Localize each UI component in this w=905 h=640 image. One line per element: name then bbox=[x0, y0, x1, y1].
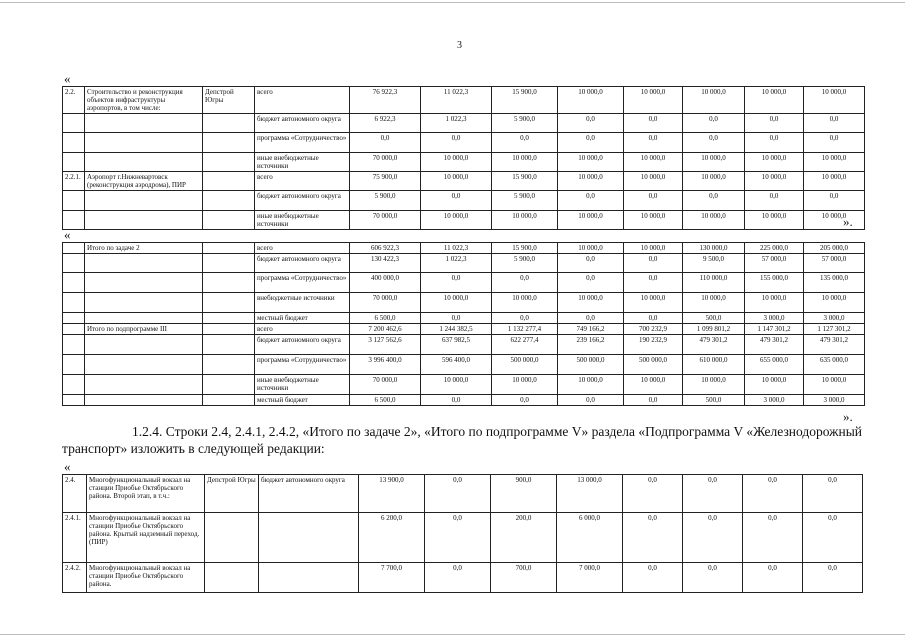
table-cell: 70 000,0 bbox=[350, 153, 421, 172]
table-cell: 10 000,0 bbox=[421, 172, 492, 191]
table-row bbox=[63, 293, 865, 313]
table-cell: 400 000,0 bbox=[350, 273, 421, 293]
table-cell bbox=[63, 273, 85, 293]
table-cell bbox=[63, 114, 85, 133]
table-cell bbox=[63, 335, 85, 355]
table-cell: всего bbox=[255, 172, 350, 191]
table-cell: 0,0 bbox=[492, 273, 558, 293]
table-cell: бюджет автономного округа bbox=[255, 335, 350, 355]
table-cell: 200,0 bbox=[491, 513, 557, 563]
table-cell bbox=[85, 153, 203, 172]
table-cell bbox=[203, 114, 255, 133]
table-cell bbox=[259, 563, 359, 593]
table-cell: 155 000,0 bbox=[745, 273, 804, 293]
table-row bbox=[63, 172, 865, 191]
table-cell: 0,0 bbox=[558, 254, 624, 273]
table-cell: 130 000,0 bbox=[683, 243, 745, 254]
table-cell bbox=[203, 243, 255, 254]
table-cell bbox=[85, 114, 203, 133]
table-row bbox=[63, 313, 865, 324]
table-cell: 70 000,0 bbox=[350, 211, 421, 230]
table-cell: 10 000,0 bbox=[558, 293, 624, 313]
table-cell: 0,0 bbox=[624, 114, 683, 133]
table-cell: 190 232,9 bbox=[624, 335, 683, 355]
table-cell: местный бюджет bbox=[255, 395, 350, 406]
table-totals bbox=[62, 242, 865, 406]
table-cell bbox=[85, 211, 203, 230]
table-cell: 0,0 bbox=[623, 475, 683, 513]
table-cell: Аэропорт г.Нижневартовск (реконструкция аэродрома), ПИР bbox=[85, 172, 203, 191]
table-cell: 0,0 bbox=[425, 563, 491, 593]
table-cell: программа «Сотрудничество» bbox=[255, 355, 350, 375]
table-cell: 0,0 bbox=[624, 191, 683, 211]
table-cell: 0,0 bbox=[425, 475, 491, 513]
table-cell: 0,0 bbox=[683, 114, 745, 133]
table-cell: 10 000,0 bbox=[421, 375, 492, 395]
table-cell bbox=[203, 133, 255, 153]
table-cell: 2.4.1. bbox=[63, 513, 87, 563]
table-cell: 10 000,0 bbox=[683, 153, 745, 172]
table-cell: 5 900,0 bbox=[350, 191, 421, 211]
table-cell: 10 000,0 bbox=[624, 87, 683, 114]
table-cell bbox=[85, 254, 203, 273]
table-cell: 10 000,0 bbox=[558, 153, 624, 172]
table-cell: 10 000,0 bbox=[624, 211, 683, 230]
table-cell: 0,0 bbox=[683, 133, 745, 153]
table-cell: 205 000,0 bbox=[804, 243, 865, 254]
table-cell: 10 000,0 bbox=[624, 293, 683, 313]
table-cell: 0,0 bbox=[350, 133, 421, 153]
table-cell: 10 000,0 bbox=[745, 211, 804, 230]
table-row bbox=[63, 211, 865, 230]
table-cell: бюджет автономного округа bbox=[255, 114, 350, 133]
table-cell bbox=[85, 355, 203, 375]
table-cell: 76 922,3 bbox=[350, 87, 421, 114]
table-cell: 0,0 bbox=[683, 513, 743, 563]
table-cell: 10 000,0 bbox=[804, 293, 865, 313]
table-row bbox=[63, 87, 865, 114]
table-cell: 10 000,0 bbox=[558, 375, 624, 395]
table-cell: 0,0 bbox=[803, 475, 863, 513]
table-cell: 6 500,0 bbox=[350, 395, 421, 406]
table-cell: 0,0 bbox=[745, 191, 804, 211]
table-cell: 500,0 bbox=[683, 395, 745, 406]
table-cell: всего bbox=[255, 324, 350, 335]
table-cell bbox=[203, 153, 255, 172]
table-cell: 0,0 bbox=[624, 313, 683, 324]
table-cell: 0,0 bbox=[683, 563, 743, 593]
table-cell bbox=[203, 313, 255, 324]
table-cell: Итого по подпрограмме III bbox=[85, 324, 203, 335]
table-cell: бюджет автономного округа bbox=[259, 475, 359, 513]
table-cell: 11 022,3 bbox=[421, 243, 492, 254]
table-cell: 0,0 bbox=[804, 191, 865, 211]
table-cell: 110 000,0 bbox=[683, 273, 745, 293]
table-cell bbox=[85, 313, 203, 324]
table-cell: 10 000,0 bbox=[492, 293, 558, 313]
table-cell: 900,0 bbox=[491, 475, 557, 513]
open-quote-2: « bbox=[64, 227, 71, 242]
table-cell: бюджет автономного округа bbox=[255, 191, 350, 211]
table-cell: 0,0 bbox=[558, 395, 624, 406]
table-cell: 0,0 bbox=[558, 273, 624, 293]
table-cell: 70 000,0 bbox=[350, 293, 421, 313]
table-cell: 0,0 bbox=[624, 254, 683, 273]
table-row bbox=[63, 335, 865, 355]
table-cell bbox=[203, 395, 255, 406]
table-cell: иные внебюджетные источники bbox=[255, 375, 350, 395]
table-cell: 0,0 bbox=[745, 114, 804, 133]
table-cell bbox=[203, 335, 255, 355]
table-cell: 0,0 bbox=[558, 191, 624, 211]
table-cell: 0,0 bbox=[492, 133, 558, 153]
table-cell: 1 127 301,2 bbox=[804, 324, 865, 335]
bottom-scan-edge bbox=[0, 634, 905, 635]
table-cell: 10 000,0 bbox=[683, 293, 745, 313]
table-cell bbox=[63, 243, 85, 254]
table-cell: 2.2.1. bbox=[63, 172, 85, 191]
table-cell bbox=[85, 335, 203, 355]
table-cell bbox=[63, 313, 85, 324]
table-row bbox=[63, 191, 865, 211]
table-cell: 0,0 bbox=[623, 513, 683, 563]
table-cell bbox=[85, 293, 203, 313]
table-cell: 0,0 bbox=[804, 133, 865, 153]
table-cell: 75 900,0 bbox=[350, 172, 421, 191]
table-row bbox=[63, 355, 865, 375]
table-cell: 10 000,0 bbox=[804, 375, 865, 395]
table-cell: 0,0 bbox=[421, 395, 492, 406]
table-cell: программа «Сотрудничество» bbox=[255, 133, 350, 153]
table-cell bbox=[63, 355, 85, 375]
table-cell bbox=[63, 395, 85, 406]
table-cell: Итого по задаче 2 bbox=[85, 243, 203, 254]
table-cell: 0,0 bbox=[743, 513, 803, 563]
table-cell: 15 900,0 bbox=[492, 172, 558, 191]
table-cell: 10 000,0 bbox=[745, 375, 804, 395]
table-cell: 0,0 bbox=[624, 133, 683, 153]
table-cell: 10 000,0 bbox=[683, 172, 745, 191]
table-cell bbox=[205, 563, 259, 593]
table-cell bbox=[259, 513, 359, 563]
table-cell: 57 000,0 bbox=[745, 254, 804, 273]
table-cell: 10 000,0 bbox=[421, 211, 492, 230]
table-cell: Многофункциональный вокзал на станции Приобье Октябрьского района. Второй этап, в т.ч.: bbox=[87, 475, 205, 513]
table-cell: 655 000,0 bbox=[745, 355, 804, 375]
table-cell: 57 000,0 bbox=[804, 254, 865, 273]
table-cell: 637 982,5 bbox=[421, 335, 492, 355]
table-row bbox=[63, 395, 865, 406]
page-number: 3 bbox=[457, 40, 462, 51]
table-cell: 0,0 bbox=[624, 395, 683, 406]
table-cell: 6 500,0 bbox=[350, 313, 421, 324]
table-cell: 500 000,0 bbox=[624, 355, 683, 375]
table-cell: внебюджетные источники bbox=[255, 293, 350, 313]
table-cell: Многофункциональный вокзал на станции Приобье Октябрьского района. bbox=[87, 563, 205, 593]
table-cell bbox=[85, 375, 203, 395]
table-cell: 10 000,0 bbox=[745, 153, 804, 172]
table-row bbox=[63, 243, 865, 254]
table-row bbox=[63, 273, 865, 293]
table-row bbox=[63, 475, 863, 513]
table-cell: 1 244 382,5 bbox=[421, 324, 492, 335]
table-cell: 15 900,0 bbox=[492, 243, 558, 254]
table-cell: 6 200,0 bbox=[359, 513, 425, 563]
amendment-paragraph: 1.2.4. Строки 2.4, 2.4.1, 2.4.2, «Итого по задаче 2», «Итого по подпрограмме V» раздела «Подпрограмма V «Железнодорожный транспорт» изложить в следующей редакции: bbox=[62, 424, 862, 456]
table-cell: иные внебюджетные источники bbox=[255, 153, 350, 172]
table-airports bbox=[62, 86, 865, 230]
table-cell: 500,0 bbox=[683, 313, 745, 324]
table-cell: 0,0 bbox=[558, 313, 624, 324]
table-cell: 1 132 277,4 bbox=[492, 324, 558, 335]
table-cell: 10 000,0 bbox=[421, 153, 492, 172]
table-cell bbox=[205, 513, 259, 563]
table-cell: 0,0 bbox=[425, 513, 491, 563]
table-cell: 5 900,0 bbox=[492, 114, 558, 133]
table-cell bbox=[63, 254, 85, 273]
table-cell: 7 700,0 bbox=[359, 563, 425, 593]
table-cell: 135 000,0 bbox=[804, 273, 865, 293]
table-row bbox=[63, 153, 865, 172]
table-cell bbox=[203, 211, 255, 230]
table-cell: 1 022,3 bbox=[421, 114, 492, 133]
table-cell: 10 000,0 bbox=[492, 375, 558, 395]
table-cell: 0,0 bbox=[803, 513, 863, 563]
table-cell: 0,0 bbox=[421, 313, 492, 324]
table-cell: 6 000,0 bbox=[557, 513, 623, 563]
table-cell: 10 000,0 bbox=[558, 243, 624, 254]
table-cell bbox=[203, 273, 255, 293]
table-row bbox=[63, 133, 865, 153]
table-cell: 10 000,0 bbox=[624, 172, 683, 191]
table-cell bbox=[203, 293, 255, 313]
table-cell: 10 000,0 bbox=[683, 87, 745, 114]
table-cell: 11 022,3 bbox=[421, 87, 492, 114]
table-cell: 10 000,0 bbox=[624, 243, 683, 254]
table-cell: 15 900,0 bbox=[492, 87, 558, 114]
table-cell: 0,0 bbox=[421, 191, 492, 211]
table-cell: 13 900,0 bbox=[359, 475, 425, 513]
table-cell: Многофункциональный вокзал на станции Приобье Октябрьского района. Крытый надземный переход. (ПИР) bbox=[87, 513, 205, 563]
table-cell: 3 000,0 bbox=[804, 395, 865, 406]
table-cell: 10 000,0 bbox=[745, 172, 804, 191]
table-cell: 0,0 bbox=[683, 191, 745, 211]
table-cell: 479 301,2 bbox=[683, 335, 745, 355]
table-cell: иные внебюджетные источники bbox=[255, 211, 350, 230]
table-cell: 1 022,3 bbox=[421, 254, 492, 273]
table-cell: 10 000,0 bbox=[683, 211, 745, 230]
table-cell: 10 000,0 bbox=[745, 293, 804, 313]
table-cell: 2.2. bbox=[63, 87, 85, 114]
table-cell: 7 200 462,6 bbox=[350, 324, 421, 335]
open-quote-3: « bbox=[64, 459, 71, 474]
table-cell: 479 301,2 bbox=[745, 335, 804, 355]
table-cell bbox=[85, 191, 203, 211]
table-cell: 10 000,0 bbox=[492, 153, 558, 172]
table-cell: 9 500,0 bbox=[683, 254, 745, 273]
table-cell: 5 900,0 bbox=[492, 254, 558, 273]
table-cell: 0,0 bbox=[558, 133, 624, 153]
table-cell: 10 000,0 bbox=[558, 87, 624, 114]
table-row bbox=[63, 324, 865, 335]
table-cell: 2.4.2. bbox=[63, 563, 87, 593]
table-row bbox=[63, 375, 865, 395]
table-cell: Депстрой Югры bbox=[205, 475, 259, 513]
table-cell: 0,0 bbox=[624, 273, 683, 293]
table-cell bbox=[203, 324, 255, 335]
table-cell bbox=[85, 273, 203, 293]
table-cell: 10 000,0 bbox=[558, 211, 624, 230]
table-cell bbox=[63, 153, 85, 172]
table-cell: 3 000,0 bbox=[745, 313, 804, 324]
open-quote-1: « bbox=[64, 71, 71, 86]
table-cell: 1 099 801,2 bbox=[683, 324, 745, 335]
table-cell: 1 147 301,2 bbox=[745, 324, 804, 335]
table-cell: 0,0 bbox=[743, 563, 803, 593]
table-cell: 0,0 bbox=[804, 114, 865, 133]
table-cell: Строительство и реконструкция объектов инфраструктуры аэропортов, в том числе: bbox=[85, 87, 203, 114]
table-cell: 13 000,0 bbox=[557, 475, 623, 513]
table-cell: 0,0 bbox=[743, 475, 803, 513]
table-cell: 3 000,0 bbox=[804, 313, 865, 324]
table-cell: 130 422,3 bbox=[350, 254, 421, 273]
table-row bbox=[63, 563, 863, 593]
table-cell: 0,0 bbox=[492, 395, 558, 406]
table-cell: 239 166,2 bbox=[558, 335, 624, 355]
table-cell: 0,0 bbox=[421, 273, 492, 293]
table-cell bbox=[85, 133, 203, 153]
table-cell bbox=[203, 375, 255, 395]
table-cell: 749 166,2 bbox=[558, 324, 624, 335]
table-cell: 5 900,0 bbox=[492, 191, 558, 211]
table-cell: 10 000,0 bbox=[804, 211, 865, 230]
table-cell: 10 000,0 bbox=[558, 172, 624, 191]
table-cell: 700 232,9 bbox=[624, 324, 683, 335]
table-cell: 10 000,0 bbox=[804, 172, 865, 191]
table-cell: 10 000,0 bbox=[804, 153, 865, 172]
table-cell: 2.4. bbox=[63, 475, 87, 513]
table-cell: 0,0 bbox=[623, 563, 683, 593]
table-cell: 500 000,0 bbox=[558, 355, 624, 375]
table-cell: 3 127 562,6 bbox=[350, 335, 421, 355]
table-cell: 500 000,0 bbox=[492, 355, 558, 375]
table-cell bbox=[203, 355, 255, 375]
table-cell: 0,0 bbox=[492, 313, 558, 324]
table-cell: всего bbox=[255, 87, 350, 114]
table-cell bbox=[203, 254, 255, 273]
table-cell: 3 996 400,0 bbox=[350, 355, 421, 375]
table-cell: 635 000,0 bbox=[804, 355, 865, 375]
table-cell: 70 000,0 bbox=[350, 375, 421, 395]
table-cell: 6 922,3 bbox=[350, 114, 421, 133]
table-cell bbox=[85, 395, 203, 406]
table-cell: 700,0 bbox=[491, 563, 557, 593]
table-row bbox=[63, 254, 865, 273]
table-cell: 10 000,0 bbox=[683, 375, 745, 395]
table-cell bbox=[63, 293, 85, 313]
close-quote-2: ». bbox=[843, 409, 853, 424]
table-cell: 0,0 bbox=[558, 114, 624, 133]
table-cell: 479 301,2 bbox=[804, 335, 865, 355]
table-cell bbox=[203, 172, 255, 191]
table-cell: 10 000,0 bbox=[624, 375, 683, 395]
table-cell: Депстрой Югры bbox=[203, 87, 255, 114]
table-cell: 622 277,4 bbox=[492, 335, 558, 355]
table-cell: 0,0 bbox=[745, 133, 804, 153]
table-cell: 10 000,0 bbox=[804, 87, 865, 114]
table-cell bbox=[63, 191, 85, 211]
table-cell: всего bbox=[255, 243, 350, 254]
table-cell: 0,0 bbox=[683, 475, 743, 513]
table-cell: 10 000,0 bbox=[624, 153, 683, 172]
table-row bbox=[63, 114, 865, 133]
table-cell: 606 922,3 bbox=[350, 243, 421, 254]
close-quote-1: ». bbox=[843, 214, 853, 229]
table-cell: 3 000,0 bbox=[745, 395, 804, 406]
table-cell: 225 000,0 bbox=[745, 243, 804, 254]
table-cell: местный бюджет bbox=[255, 313, 350, 324]
top-scan-edge bbox=[0, 2, 905, 3]
table-cell: 10 000,0 bbox=[421, 293, 492, 313]
table-cell bbox=[63, 324, 85, 335]
table-cell: бюджет автономного округа bbox=[255, 254, 350, 273]
table-cell bbox=[63, 133, 85, 153]
table-cell: 610 000,0 bbox=[683, 355, 745, 375]
table-cell: 10 000,0 bbox=[492, 211, 558, 230]
table-cell: 10 000,0 bbox=[745, 87, 804, 114]
table-cell: программа «Сотрудничество» bbox=[255, 273, 350, 293]
table-cell: 7 000,0 bbox=[557, 563, 623, 593]
table-cell: 596 400,0 bbox=[421, 355, 492, 375]
table-railway bbox=[62, 474, 863, 593]
table-cell bbox=[203, 191, 255, 211]
table-cell bbox=[63, 375, 85, 395]
table-cell: 0,0 bbox=[421, 133, 492, 153]
table-row bbox=[63, 513, 863, 563]
table-cell: 0,0 bbox=[803, 563, 863, 593]
